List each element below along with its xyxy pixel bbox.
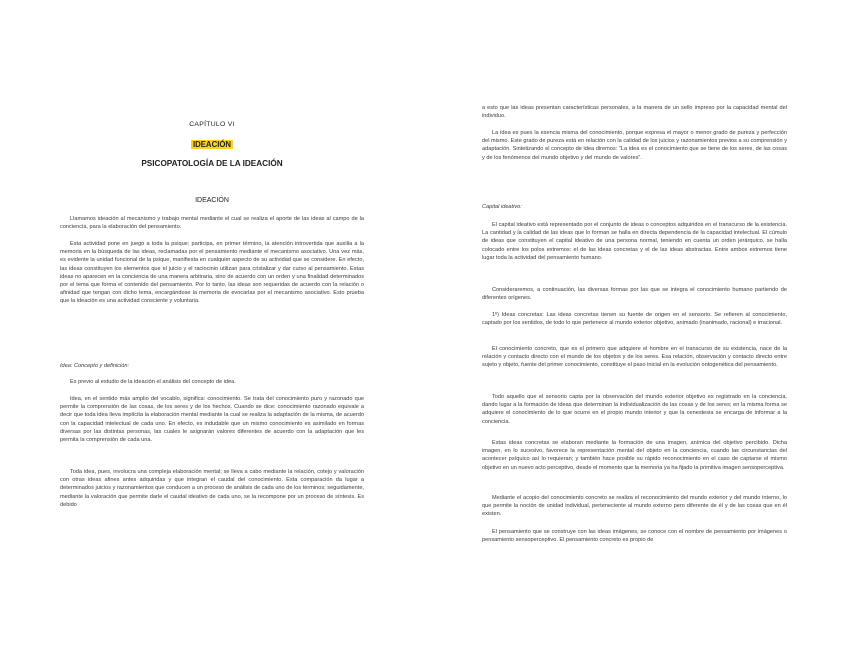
right-page [424, 0, 848, 655]
paragraph: Llamamos ideación al mecanismo y trabajo mental mediante el cual se realiza el aporte de las ideas al campo de la conciencia, para la elaboración del pensamiento. [60, 216, 364, 231]
paragraph: Todo aquello que el sensorio capta por la observación del mundo exterior objetivo es registrado en la conciencia, dando lugar a la formación de ideas que determinan la individualización de las cosas y de los seres; en la misma forma se adquiere el conocimiento de lo que ocurre en el propio mundo interior y que la cenestesia se encarga de informar a la conciencia. [482, 394, 787, 425]
paragraph: Mediante el acopio del conocimiento concreto se realiza el reconocimiento del mundo exterior y del mundo interno, lo que permite la noción de unidad individual, perteneciente al mundo externo pero diferente de él y de las cosas que en él existen. [482, 495, 787, 518]
paragraph: Toda idea, pues, involucra una compleja elaboración mental; se lleva a cabo mediante la relación, cotejo y valoración con otras ideas afines antes adquiridas y que integran el caudal del conocimiento. Esta comparación da lugar a determinados juicios y razonamientos que conducen a un proceso de análisis de cada uno de los términos; seguidamente, mediante la valoración que permite darle el caudal ideativo de cada uno, se la recompone por un proceso de síntesis. Es debido [60, 469, 364, 508]
paragraph: a esto que las ideas presentan características personales, a la manera de un sello impreso por la capacidad mental del individuo. [482, 105, 787, 120]
paragraph: El capital ideativo está representado por el conjunto de ideas o conceptos adquiridos en el transcurso de la existencia. La cantidad y la calidad de las ideas que lo forman se halla en directa dependencia de la capacidad intelectual. El cúmulo de ideas que constituyen el capital ideativo de una persona normal, teniendo en cuenta un orden jerárquico, se halla colocado entre los polos extremos: el de las ideas concretas y el de las ideas abstractas. Entre ambos extremos tiene lugar toda la actividad del pensamiento humano. [482, 222, 787, 261]
chapter-subtitle: PSICOPATOLOGÍA DE LA IDEACIÓN [141, 159, 283, 168]
paragraph: Es previo al estudio de la ideación el análisis del concepto de idea. [70, 379, 236, 385]
paragraph: 1º) Ideas concretas: Las ideas concretas tienen su fuente de origen en el sensorio. Se refieren al conocimiento, captado por los sentidos, de todo lo que pertenece al mundo exterior objetivo, animado (inanimado, racional) e irracional. [482, 312, 787, 327]
paragraph: Consideraremos, a continuación, las diversas formas por las que se integra el conocimiento humano partiendo de diferentes orígenes. [482, 287, 787, 302]
paragraph: Estas ideas concretas se elaboran mediante la formación de una imagen, anímica del objetivo percibido. Dicha imagen, en lo sucesivo, favorece la representación mental del objeto en la conciencia, cuando las circunstancias del acontecer psíquico así lo requieran; y también hace posible su rápido reconocimiento en el caso de captarse el mismo objetivo en un nuevo acto perceptivo, desde el momento que la memoria ya ha fijado la primitiva imagen sensoperceptiva. [482, 440, 787, 471]
subsection-heading: Capital ideativo: [482, 204, 522, 210]
paragraph: Esta actividad pone en juego a toda la psique; participa, en primer término, la atención introvertida que auxilia a la memoria en la búsqueda de las ideas, reclamadas por el pensamiento mediante el mecanismo asociativo. Una vez más, es evidente la unidad funcional de la psique, manifiesta en cualquier aspecto de su actividad que se considere. En efecto, las ideas constituyen los elementos que el juicio y el raciocinio utilizan para cristalizar y dar curso al pensamiento. Estas ideas no aparecen en la conciencia de una manera arbitraria, sino de acuerdo con un orden y una finalidad determinados por el tema que forma el contenido del pensamiento. Por lo tanto, las ideas son requeridas de acuerdo con la relación o afinidad que tengan con dicho tema, encargándose la memoria de evocarlas por el mecanismo asociativo. Esto prueba que la ideación es una actividad consciente y voluntaria. [60, 241, 364, 305]
highlighted-title[interactable]: IDEACIÓN [192, 140, 232, 149]
chapter-label: CAPÍTULO VI [189, 121, 235, 128]
paragraph: El conocimiento concreto, que es el primero que adquiere el hombre en el transcurso de su existencia, nace de la relación y contacto directo con el mundo de los objetos y de los seres. Esa relación, observación y contacto directo entre sujeto y objeto, fuente del primer conocimiento, constituye el paso inicial en la evolución ontogenética del pensamiento. [482, 346, 787, 369]
paragraph: El pensamiento que se construye con las ideas imágenes, se conoce con el nombre de pensamiento por imágenes o pensamiento sensoperceptivo. El pensamiento concreto es propio de [482, 529, 787, 544]
paragraph: Idea, en el sentido más amplio del vocablo, significa: conocimiento. Se trata del conocimiento puro y razonado que permite la comprensión de las cosas, de los seres y de los hechos. Cuando se dice: conocimiento razonado equivale a decir que toda idea lleva implícita la elaboración mental mediante la cual se realiza la adaptación de la misma, de acuerdo con la capacidad intelectual de cada uno. En efecto, es indudable que un mismo conocimiento es asimilado en formas diversas por las distintas personas, las cuales le asignarán valores diferentes de acuerdo con la adaptación que les permita la comprensión de cada una. [60, 396, 364, 444]
paragraph: La idea es pues la esencia misma del conocimiento, porque expresa el mayor o menor grado de pureza y perfección del mismo. Este grado de pureza está en relación con la calidad de los juicios y razonamientos previos a su comprensión y adaptación. Sintetizando el concepto de idea diremos: "La idea es el conocimiento que se tiene de los seres, de las cosas y de los fenómenos del mundo objetivo y del mundo de valores". [482, 130, 787, 161]
subsection-heading: Idea: Concepto y definición: [60, 363, 130, 369]
section-heading: IDEACIÓN [195, 197, 229, 204]
chapter-title [0, 140, 424, 149]
